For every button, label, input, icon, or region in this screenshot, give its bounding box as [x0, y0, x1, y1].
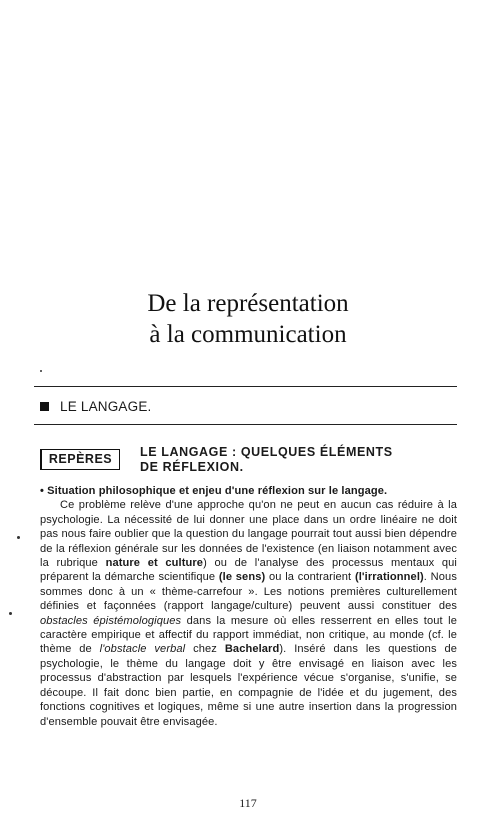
bold-phrase: (l'irrationnel)	[354, 571, 424, 584]
reperes-title-line2: DE RÉFLEXION.	[140, 460, 244, 474]
chapter-title-line2: à la communication	[149, 321, 347, 348]
square-bullet-icon	[40, 402, 49, 411]
text-run: dans la mesure où elles resserrent en elles tout le caractère empirique et affectif du rapport immédiat, non critique, au monde (cf. le thème de	[40, 614, 458, 656]
page-number: 117	[239, 796, 257, 810]
chapter-title	[0, 288, 496, 350]
body-text	[40, 484, 457, 729]
reperes-title	[140, 445, 460, 475]
section-divider	[34, 424, 457, 425]
text-run: ou la contrarient	[265, 571, 355, 584]
scan-speck	[9, 612, 12, 615]
italic-phrase: l'obstacle verbal	[99, 643, 186, 656]
bold-phrase: Bachelard	[224, 643, 280, 656]
section-heading-label: LE LANGAGE.	[60, 399, 152, 414]
body-paragraph	[40, 498, 457, 729]
section-heading	[40, 399, 152, 414]
bold-phrase: nature et culture	[105, 557, 204, 570]
bold-phrase: (le sens)	[218, 571, 266, 584]
reperes-box	[40, 449, 120, 470]
text-run: . Nous sommes donc à un « thème-carrefour ». Les notions premières culturellement définies et façonnées (rapport langage/culture) peuvent aussi constituer des	[40, 571, 457, 613]
text-run: chez	[185, 643, 225, 656]
reperes-label: REPÈRES	[48, 452, 113, 466]
italic-phrase: obstacles épistémologiques	[40, 614, 182, 627]
text-run: ). Inséré dans les questions de psychologie, le thème du langage doit y être envisagé en liaison avec les processus d'abstraction par lesquels l'expérience vécue s'organise, s'unifie, se découpe. Il fait donc bien partie, en compagnie de l'idée et du jugement, des fonctions cognitives et logiques, même si une autre insertion dans la progression d'ensemble pouvait être envisagée.	[40, 643, 457, 728]
lead-heading: • Situation philosophique et enjeu d'une réflexion sur le langage.	[40, 485, 388, 497]
text-run: Ce problème relève d'une approche qu'on ne peut en aucun cas réduire à la psychologie. La nécessité de lui donner une place dans un ordre linéaire ne doit pas nous faire oublier que la question du langage pourrait tout aussi bien dépendre de la réflexion générale sur les données de l'existence (en liaison notamment avec la rubrique	[40, 499, 457, 570]
chapter-title-line1: De la représentation	[147, 290, 349, 317]
reperes-title-line1: LE LANGAGE : QUELQUES ÉLÉMENTS	[140, 445, 393, 459]
scan-speck	[40, 370, 42, 372]
text-run: ) ou de l'analyse des processus mentaux qui préparent la démarche scientifique	[40, 557, 458, 584]
top-divider	[34, 386, 457, 387]
scan-speck	[17, 536, 20, 539]
